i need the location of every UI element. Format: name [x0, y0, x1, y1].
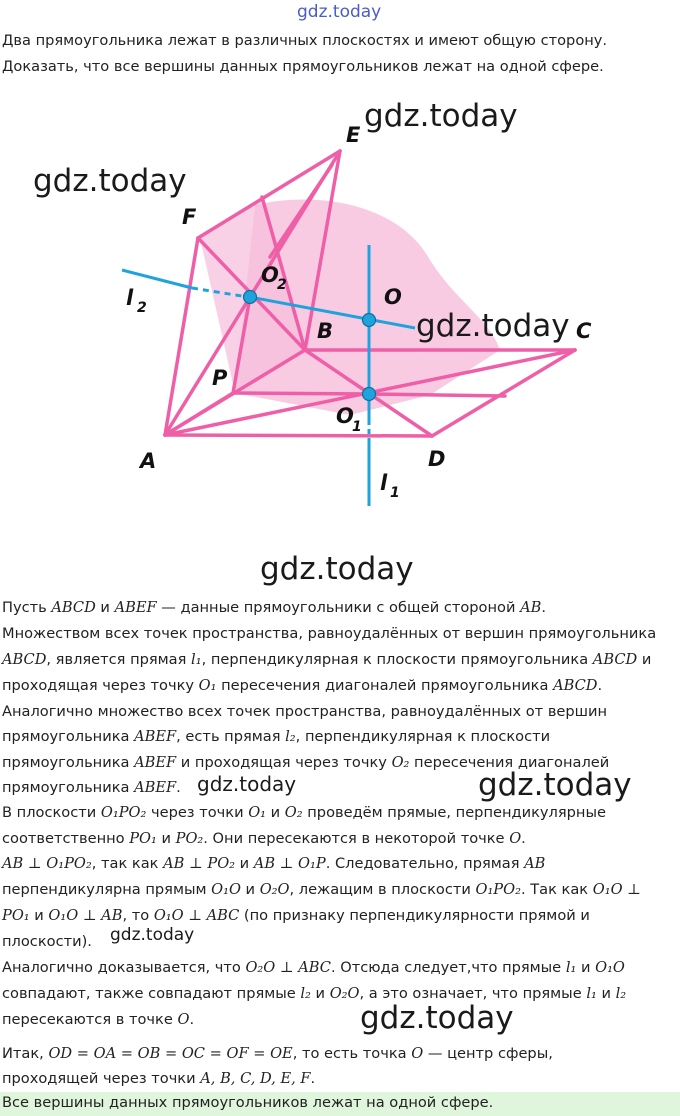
point-o1 — [363, 388, 376, 401]
geometry-figure — [0, 88, 680, 518]
sol-line-17: пересекаются в точке O. — [2, 1011, 195, 1028]
point-o2 — [244, 291, 257, 304]
answer-text: Все вершины данных прямоугольников лежат на одной сфере. — [2, 1094, 494, 1111]
watermark-2: gdz.today — [33, 163, 187, 199]
sol-line-18: Итак, OD = OA = OB = OC = OF = OE, то есть точка O — центр сферы, — [2, 1045, 553, 1062]
sol-line-4: проходящая через точку O₁ пересечения диагоналей прямоугольника ABCD. — [2, 677, 603, 694]
label-f: F — [182, 205, 197, 229]
watermark-top: gdz.today — [297, 2, 382, 22]
sol-line-8: прямоугольника ABEF. — [2, 779, 181, 796]
watermark-3: gdz.today — [416, 308, 570, 344]
label-l2: l — [126, 286, 134, 310]
sol-line-5: Аналогично множество всех точек пространства, равноудалённых от вершин — [2, 703, 608, 720]
label-p: P — [212, 366, 228, 390]
label-o1: O — [336, 404, 354, 428]
sol-line-13: PO₁ и O₁O ⊥ AB, то O₁O ⊥ ABC (по признаку перпендикулярности прямой и — [2, 907, 590, 924]
watermark-5: gdz.today — [197, 772, 297, 796]
watermark-8: gdz.today — [360, 1000, 514, 1036]
watermark-7: gdz.today — [110, 925, 195, 945]
label-o: O — [384, 285, 402, 309]
label-o1-sub: 1 — [352, 419, 362, 435]
label-l1-sub: 1 — [390, 485, 400, 501]
problem-line-2: Доказать, что все вершины данных прямоугольников лежат на одной сфере. — [2, 58, 604, 75]
label-b: B — [317, 319, 334, 343]
sol-line-2: Множеством всех точек пространства, равноудалённых от вершин прямоугольника — [2, 625, 657, 642]
sol-line-7: прямоугольника ABEF и проходящая через точку O₂ пересечения диагоналей — [2, 754, 610, 771]
point-o — [363, 314, 376, 327]
answer-box — [0, 1092, 680, 1116]
watermark-4: gdz.today — [260, 551, 414, 587]
sol-line-1: Пусть ABCD и ABEF — данные прямоугольники с общей стороной AB. — [2, 599, 546, 616]
watermark-1: gdz.today — [364, 98, 518, 134]
sol-line-19: проходящей через точки A, B, C, D, E, F. — [2, 1070, 316, 1087]
sol-line-16: совпадают, также совпадают прямые l₂ и O₂O, а это означает, что прямые l₁ и l₂ — [2, 985, 627, 1002]
problem-line-1: Два прямоугольника лежат в различных плоскостях и имеют общую сторону. — [2, 32, 608, 49]
sol-line-15: Аналогично доказывается, что O₂O ⊥ ABC. Отсюда следует,что прямые l₁ и O₁O — [2, 959, 625, 976]
sol-line-14: плоскости). — [2, 933, 92, 950]
sol-line-10: соответственно PO₁ и PO₂. Они пересекаются в некоторой точке O. — [2, 830, 526, 847]
label-l2-sub: 2 — [137, 300, 147, 316]
sol-line-3: ABCD, является прямая l₁, перпендикулярная к плоскости прямоугольника ABCD и — [2, 651, 652, 668]
label-o2-sub: 2 — [277, 277, 287, 293]
sol-line-11: AB ⊥ O₁PO₂, так как AB ⊥ PO₂ и AB ⊥ O₁P. Следовательно, прямая AB — [2, 855, 546, 872]
label-c: C — [576, 319, 592, 343]
label-a: A — [140, 449, 157, 473]
watermark-6: gdz.today — [478, 767, 632, 803]
label-d: D — [428, 447, 446, 471]
label-e: E — [346, 123, 361, 147]
sol-line-6: прямоугольника ABEF, есть прямая l₂, перпендикулярная к плоскости — [2, 728, 551, 745]
sol-line-12: перпендикулярна прямым O₁O и O₂O, лежащим в плоскости O₁PO₂. Так как O₁O ⊥ — [2, 881, 641, 898]
label-o2: O — [261, 263, 279, 287]
sol-line-9: В плоскости O₁PO₂ через точки O₁ и O₂ проведём прямые, перпендикулярные — [2, 804, 606, 821]
label-l1: l — [380, 471, 388, 495]
